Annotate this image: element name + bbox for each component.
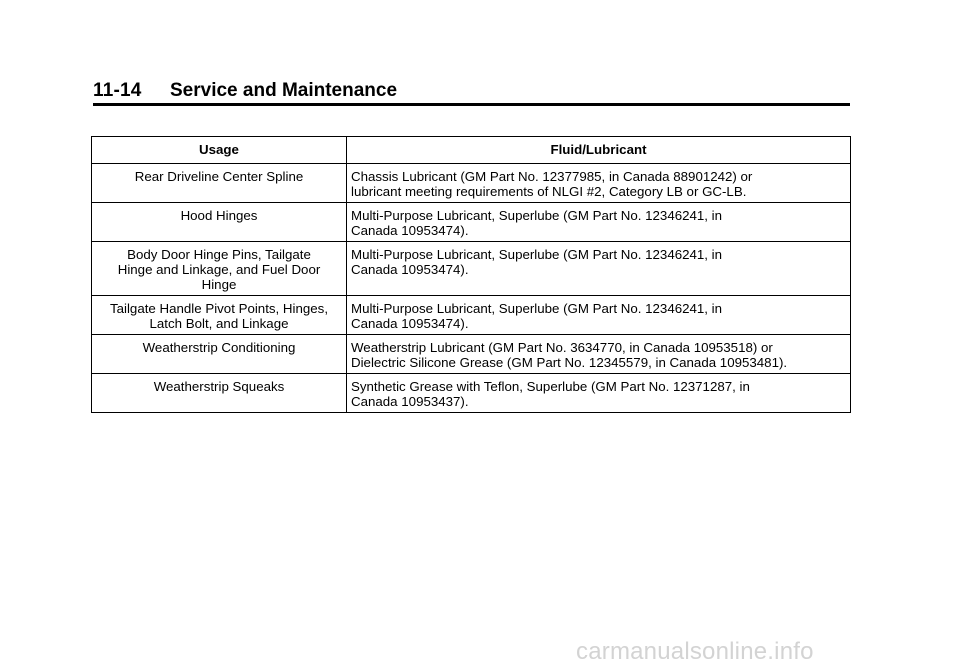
fluid-cell: [347, 335, 851, 374]
usage-text: Weatherstrip Conditioning: [142, 340, 296, 355]
fluid-text: Synthetic Grease with Teflon, Superlube (GM Part No. 12371287, in: [351, 379, 750, 394]
table-row: [92, 164, 851, 203]
fluid-text: lubricant meeting requirements of NLGI #2, Category LB or GC-LB.: [351, 184, 747, 199]
table-row: [92, 335, 851, 374]
fluid-text: Canada 10953474).: [351, 316, 469, 331]
usage-text: Latch Bolt, and Linkage: [149, 316, 289, 331]
page-number: 11-14: [93, 80, 142, 101]
watermark-text: carmanualsonline.info: [576, 638, 814, 665]
fluid-cell: [347, 374, 851, 413]
fluid-text: Multi-Purpose Lubricant, Superlube (GM Part No. 12346241, in: [351, 247, 723, 262]
table-row: [92, 203, 851, 242]
usage-text: Hinge and Linkage, and Fuel Door: [117, 262, 321, 277]
table-row: [92, 242, 851, 296]
fluid-cell: [347, 242, 851, 296]
fluid-text: Canada 10953474).: [351, 262, 469, 277]
fluid-text: Multi-Purpose Lubricant, Superlube (GM Part No. 12346241, in: [351, 301, 723, 316]
fluid-text: Dielectric Silicone Grease (GM Part No. 12345579, in Canada 10953481).: [351, 355, 788, 370]
usage-text: Hinge: [201, 277, 237, 292]
table-row: [92, 296, 851, 335]
usage-cell: [92, 203, 347, 242]
fluid-text: Canada 10953474).: [351, 223, 469, 238]
fluid-text: Weatherstrip Lubricant (GM Part No. 3634770, in Canada 10953518) or: [351, 340, 773, 355]
usage-cell: [92, 374, 347, 413]
table-header-row: [92, 137, 851, 164]
fluid-cell: [347, 296, 851, 335]
column-header-fluid: Fluid/Lubricant: [347, 137, 851, 164]
page-header: [93, 80, 850, 104]
usage-cell: [92, 296, 347, 335]
fluid-text: Chassis Lubricant (GM Part No. 12377985, in Canada 88901242) or: [351, 169, 753, 184]
usage-text: Weatherstrip Squeaks: [153, 379, 285, 394]
fluid-cell: [347, 203, 851, 242]
lubricant-table: [91, 136, 851, 413]
table-row: [92, 374, 851, 413]
usage-text: Hood Hinges: [180, 208, 258, 223]
header-rule: [93, 103, 850, 106]
usage-cell: [92, 164, 347, 203]
usage-cell: [92, 242, 347, 296]
usage-text: Rear Driveline Center Spline: [134, 169, 304, 184]
section-title: Service and Maintenance: [170, 80, 398, 101]
fluid-cell: [347, 164, 851, 203]
usage-text: Tailgate Handle Pivot Points, Hinges,: [109, 301, 329, 316]
fluid-text: Canada 10953437).: [351, 394, 469, 409]
usage-text: Body Door Hinge Pins, Tailgate: [127, 247, 311, 262]
column-header-usage: Usage: [92, 137, 347, 164]
fluid-text: Multi-Purpose Lubricant, Superlube (GM Part No. 12346241, in: [351, 208, 723, 223]
usage-cell: [92, 335, 347, 374]
